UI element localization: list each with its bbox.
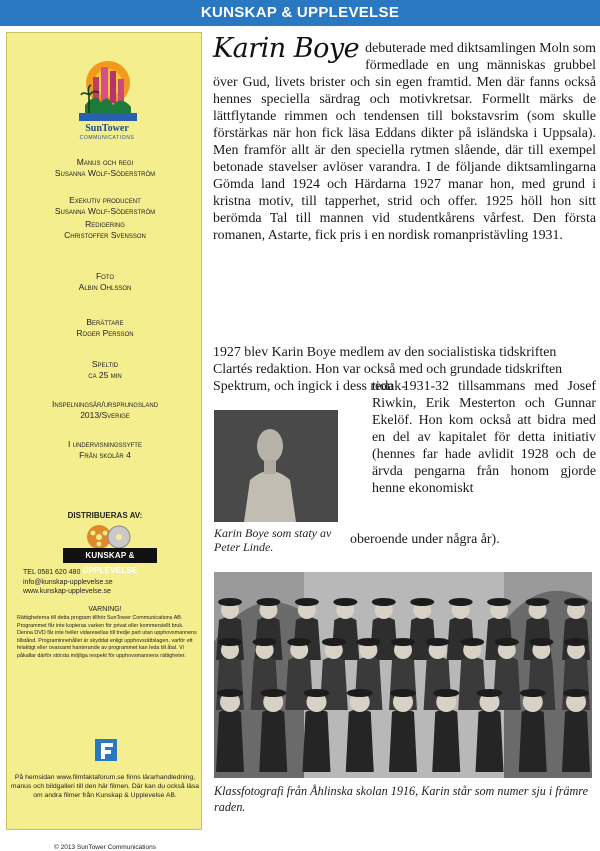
credit-role: Berättare: [86, 317, 124, 327]
credit-runtime: [7, 359, 203, 381]
credit-narrator: [7, 317, 203, 339]
logo-name: SunTower: [85, 123, 129, 134]
credit-name: Christoffer Svensson: [64, 230, 146, 240]
credit-name: ca 25 min: [88, 370, 122, 380]
article-paragraph-1: [213, 33, 596, 244]
statue-caption: Karin Boye som staty av Peter Linde.: [214, 526, 332, 554]
credit-role: I undervisningssyfte: [68, 439, 142, 449]
credit-editing: [7, 219, 203, 241]
class-photo: [214, 572, 592, 778]
contact-info: [23, 568, 193, 597]
person-figure: [432, 689, 460, 772]
person-figure: [216, 689, 244, 772]
credit-role: Manus och regi: [76, 157, 134, 167]
credit-role: Exekutiv producent: [69, 195, 141, 205]
person-figure: [562, 689, 590, 772]
credit-name: Roger Persson: [76, 328, 134, 338]
person-figure: [346, 689, 374, 772]
contact-email[interactable]: info@kunskap-upplevelse.se: [23, 578, 113, 586]
distributor-title: DISTRIBUERAS AV:: [67, 511, 143, 520]
warning-title: VARNING!: [88, 606, 122, 613]
logo-subtitle: COMMUNICATIONS: [79, 135, 135, 141]
article-paragraph-2-start: 1927 blev Karin Boye medlem av den socialistiska tidskriften Clartés redaktion. Hon var också med och grundade tidskriften Spektrum, och ingick i dess redak-: [213, 345, 563, 394]
article-paragraph-2-end: oberoende under några år).: [350, 532, 500, 547]
credit-name: 2013/Sverige: [80, 410, 130, 420]
person-figure: [259, 689, 287, 772]
section-header: KUNSKAP & UPPLEVELSE: [0, 0, 600, 26]
statue-image-icon: [214, 410, 338, 522]
class-photo-caption: Klassfotografi från Åhlinska skolan 1916, Karin står som numer sju i främre raden.: [214, 784, 589, 814]
credit-name: Susanna Wolf-Söderström: [54, 206, 156, 216]
credit-photo: [7, 271, 203, 293]
contact-tel: TEL 0581 620 480: [23, 569, 81, 576]
warning-text: Rättigheterna till detta program tillhör SunTower Communications AB. Programmet får inte kopieras varken för privat eller kommersiellt bruk. Denna DVD får inte heller vidareselias till tredje part utan upphovsmannens tillstånd. Programinnehållet är skyddat enligt upphovsrättslagen, varför ett felaktigt eller ovarsamt hanterande av programmet kan leda till åtal. Vi påkallar därför största möjliga respekt för upphovsmannens rättigheter.: [17, 615, 197, 659]
credit-name: Albin Ohlsson: [78, 282, 132, 292]
suntower-logo-icon: [79, 55, 137, 121]
credit-role: Inspelningsår/ursprungsland: [51, 399, 159, 409]
handwritten-signature: Karin Boye: [213, 33, 360, 64]
person-figure: [519, 689, 547, 772]
credit-name: Susanna Wolf-Söderström: [54, 168, 156, 178]
distributor-logo: KUNSKAP & UPPLEVELSE: [63, 548, 157, 563]
credit-year-country: [7, 399, 203, 421]
person-figure: [389, 689, 417, 772]
credit-producer: [7, 195, 203, 217]
article-text: debuterade med diktsamlingen Moln som förmedlade en ung människas grubbel över Gud, livets brister och sin egen framtid. Men där fanns också hennes speciella särdrag och motivkretsar. Formellt märks de lättflytande rimmen och tendensen till bokstavsrim (som skulle förstärkas när hon fick läsa Eddans dikter på isländska i Uppsala). Men framför allt är den speciella rytmen slående, där till exempel betonade stavelser avlöser varandra. I de följande diktsamlingarna Gömda land 1924 och Härdarna 1927 manar hon, med grund i kristna motiv, till tapperhet, strid och offer. 1925 höll hon sitt berömda Tal till mannen vid studentkårens vårfest. Den första romanen, Astarte, fick pris i en nordisk romanpristävling 1931.: [213, 41, 596, 243]
person-figure: [476, 689, 504, 772]
credit-education: [7, 439, 203, 461]
contact-web[interactable]: www.kunskap-upplevelse.se: [23, 588, 111, 595]
class-photo-image-icon: [214, 572, 592, 778]
copyright: © 2013 SunTower Communications: [54, 844, 156, 851]
filmfaktaforum-logo-icon: [91, 735, 121, 765]
credit-director: [7, 157, 203, 179]
website-info: På hemsidan www.filmfaktaforum.se finns lärarhandledning, manus och bildgalleri till den här filmen. Där kan du också läsa om andra filmer från Kunskap & Upplevelse AB.: [10, 774, 200, 799]
credit-role: Redigering: [85, 219, 125, 229]
statue-photo: [214, 410, 338, 522]
credit-role: Foto: [95, 271, 115, 281]
credit-role: Speltid: [91, 359, 119, 369]
credit-name: Från skolår 4: [79, 450, 131, 460]
article-paragraph-2-middle: tion 1931-32 tillsammans med Josef Riwkin, Erik Mesterton och Gunnar Ekelöf. Hon kom också att bidra med en del av kapitalet för detta initiativ (hennes far hade avlidit 1928 och de ärvda pengarna från honom gjorde henne ekonomiskt: [372, 379, 596, 496]
credits-sidebar: [6, 32, 202, 851]
person-figure: [303, 689, 331, 772]
